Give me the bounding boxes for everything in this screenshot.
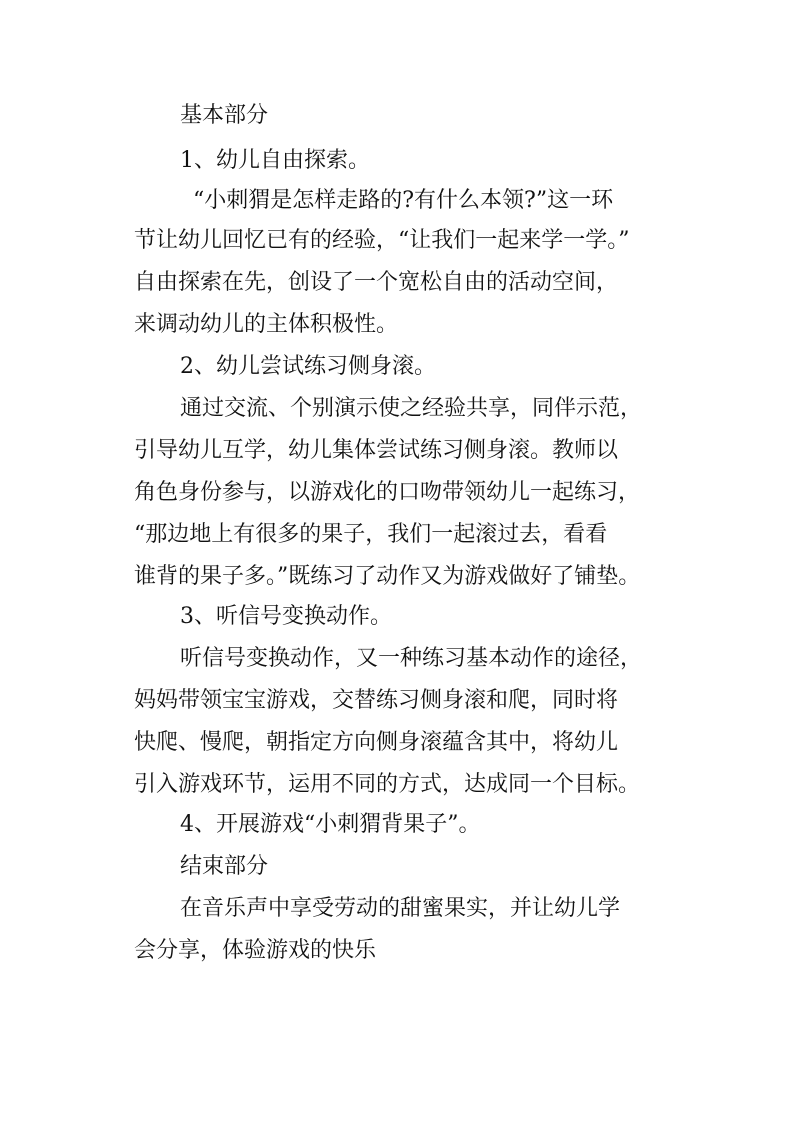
paragraph-1-line-4: 来调动幼儿的主体积极性。 (134, 312, 399, 337)
paragraph-2-line-5: 谁背的果子多。”既练习了动作又为游戏做好了铺垫。 (134, 564, 641, 589)
paragraph-2-line-3: 角色身份参与，以游戏化的口吻带领幼儿一起练习， (134, 480, 641, 505)
step-3-heading: 3、听信号变换动作。 (180, 604, 392, 629)
section-heading-basic: 基本部分 (180, 103, 269, 128)
paragraph-4-line-1: 在音乐声中享受劳动的甜蜜果实，并让幼儿学 (180, 896, 621, 921)
paragraph-1-line-2: 节让幼儿回忆已有的经验，“让我们一起来学一学。” (134, 228, 630, 253)
step-2-heading: 2、幼儿尝试练习侧身滚。 (180, 354, 436, 379)
paragraph-4-line-2: 会分享，体验游戏的快乐 (134, 938, 377, 963)
paragraph-2-line-1: 通过交流、个别演示使之经验共享，同伴示范， (180, 396, 643, 421)
paragraph-3-line-2: 妈妈带领宝宝游戏，交替练习侧身滚和爬，同时将 (134, 688, 619, 713)
paragraph-1-line-3: 自由探索在先，创设了一个宽松自由的活动空间， (134, 270, 619, 295)
paragraph-1-line-1: “小刺猬是怎样走路的?有什么本领?”这一环 (193, 188, 614, 213)
step-1-heading: 1、幼儿自由探索。 (180, 148, 370, 173)
step-4-heading: 4、开展游戏“小刺猬背果子”。 (180, 812, 481, 837)
paragraph-3-line-1: 听信号变换动作，又一种练习基本动作的途径， (180, 646, 643, 671)
paragraph-2-line-2: 引导幼儿互学，幼儿集体尝试练习侧身滚。教师以 (134, 438, 619, 463)
paragraph-3-line-3: 快爬、慢爬，朝指定方向侧身滚蕴含其中，将幼儿 (134, 730, 619, 755)
paragraph-2-line-4: “那边地上有很多的果子，我们一起滚过去，看看 (134, 522, 608, 547)
paragraph-3-line-4: 引入游戏环节，运用不同的方式，达成同一个目标。 (134, 772, 641, 797)
section-heading-ending: 结束部分 (180, 854, 269, 879)
